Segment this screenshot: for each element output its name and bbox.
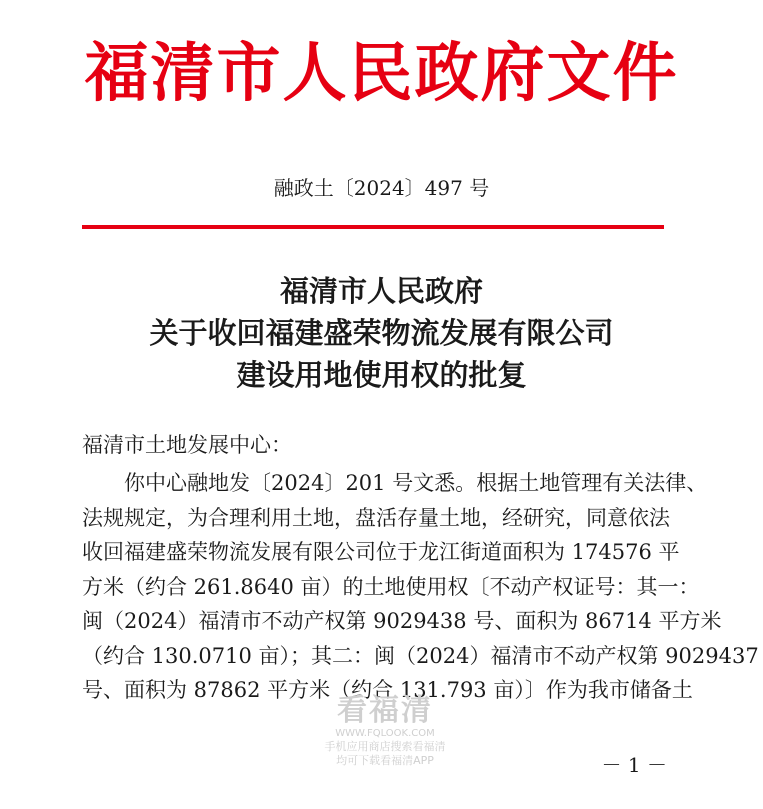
- document-header-title: 福清市人民政府文件: [84, 36, 679, 111]
- body-line: 闽（2024）福清市不动产权第 9029438 号、面积为 86714 平方米: [82, 609, 722, 633]
- body-paragraph: [82, 466, 759, 708]
- body-line: 方米（约合 261.8640 亩）的土地使用权〔不动产权证号：其一：: [82, 574, 700, 599]
- page-number: － 1 －: [601, 753, 667, 777]
- watermark-url: WWW.FQLOOK.COM: [335, 728, 435, 739]
- body-line: 收回福建盛荣物流发展有限公司位于龙江街道面积为 174576 平: [82, 540, 680, 564]
- title-line-2: 关于收回福建盛荣物流发展有限公司: [149, 316, 614, 350]
- title-line-3: 建设用地使用权的批复: [236, 358, 527, 392]
- title-line-1: 福清市人民政府: [279, 274, 483, 308]
- watermark-line-1: 手机应用商店搜索看福清: [324, 740, 446, 753]
- addressee: 福清市土地发展中心：: [82, 433, 292, 457]
- body-line: 法规规定，为合理利用土地，盘活存量土地，经研究，同意依法: [82, 505, 670, 530]
- watermark-line-2: 均可下载看福清APP: [336, 754, 434, 767]
- watermark-logo: 看福清: [337, 693, 433, 728]
- document-title: [0, 270, 763, 396]
- document-number: 融政土〔2024〕497 号: [273, 176, 490, 200]
- red-divider-line: [82, 225, 664, 229]
- body-line: 你中心融地发〔2024〕201 号文悉。根据土地管理有关法律、: [82, 471, 708, 495]
- body-line: （约合 130.0710 亩）；其二：闽（2024）福清市不动产权第 9029437: [82, 643, 759, 668]
- body-line: 号、面积为 87862 平方米（约合 131.793 亩）〕作为我市储备土: [82, 678, 693, 702]
